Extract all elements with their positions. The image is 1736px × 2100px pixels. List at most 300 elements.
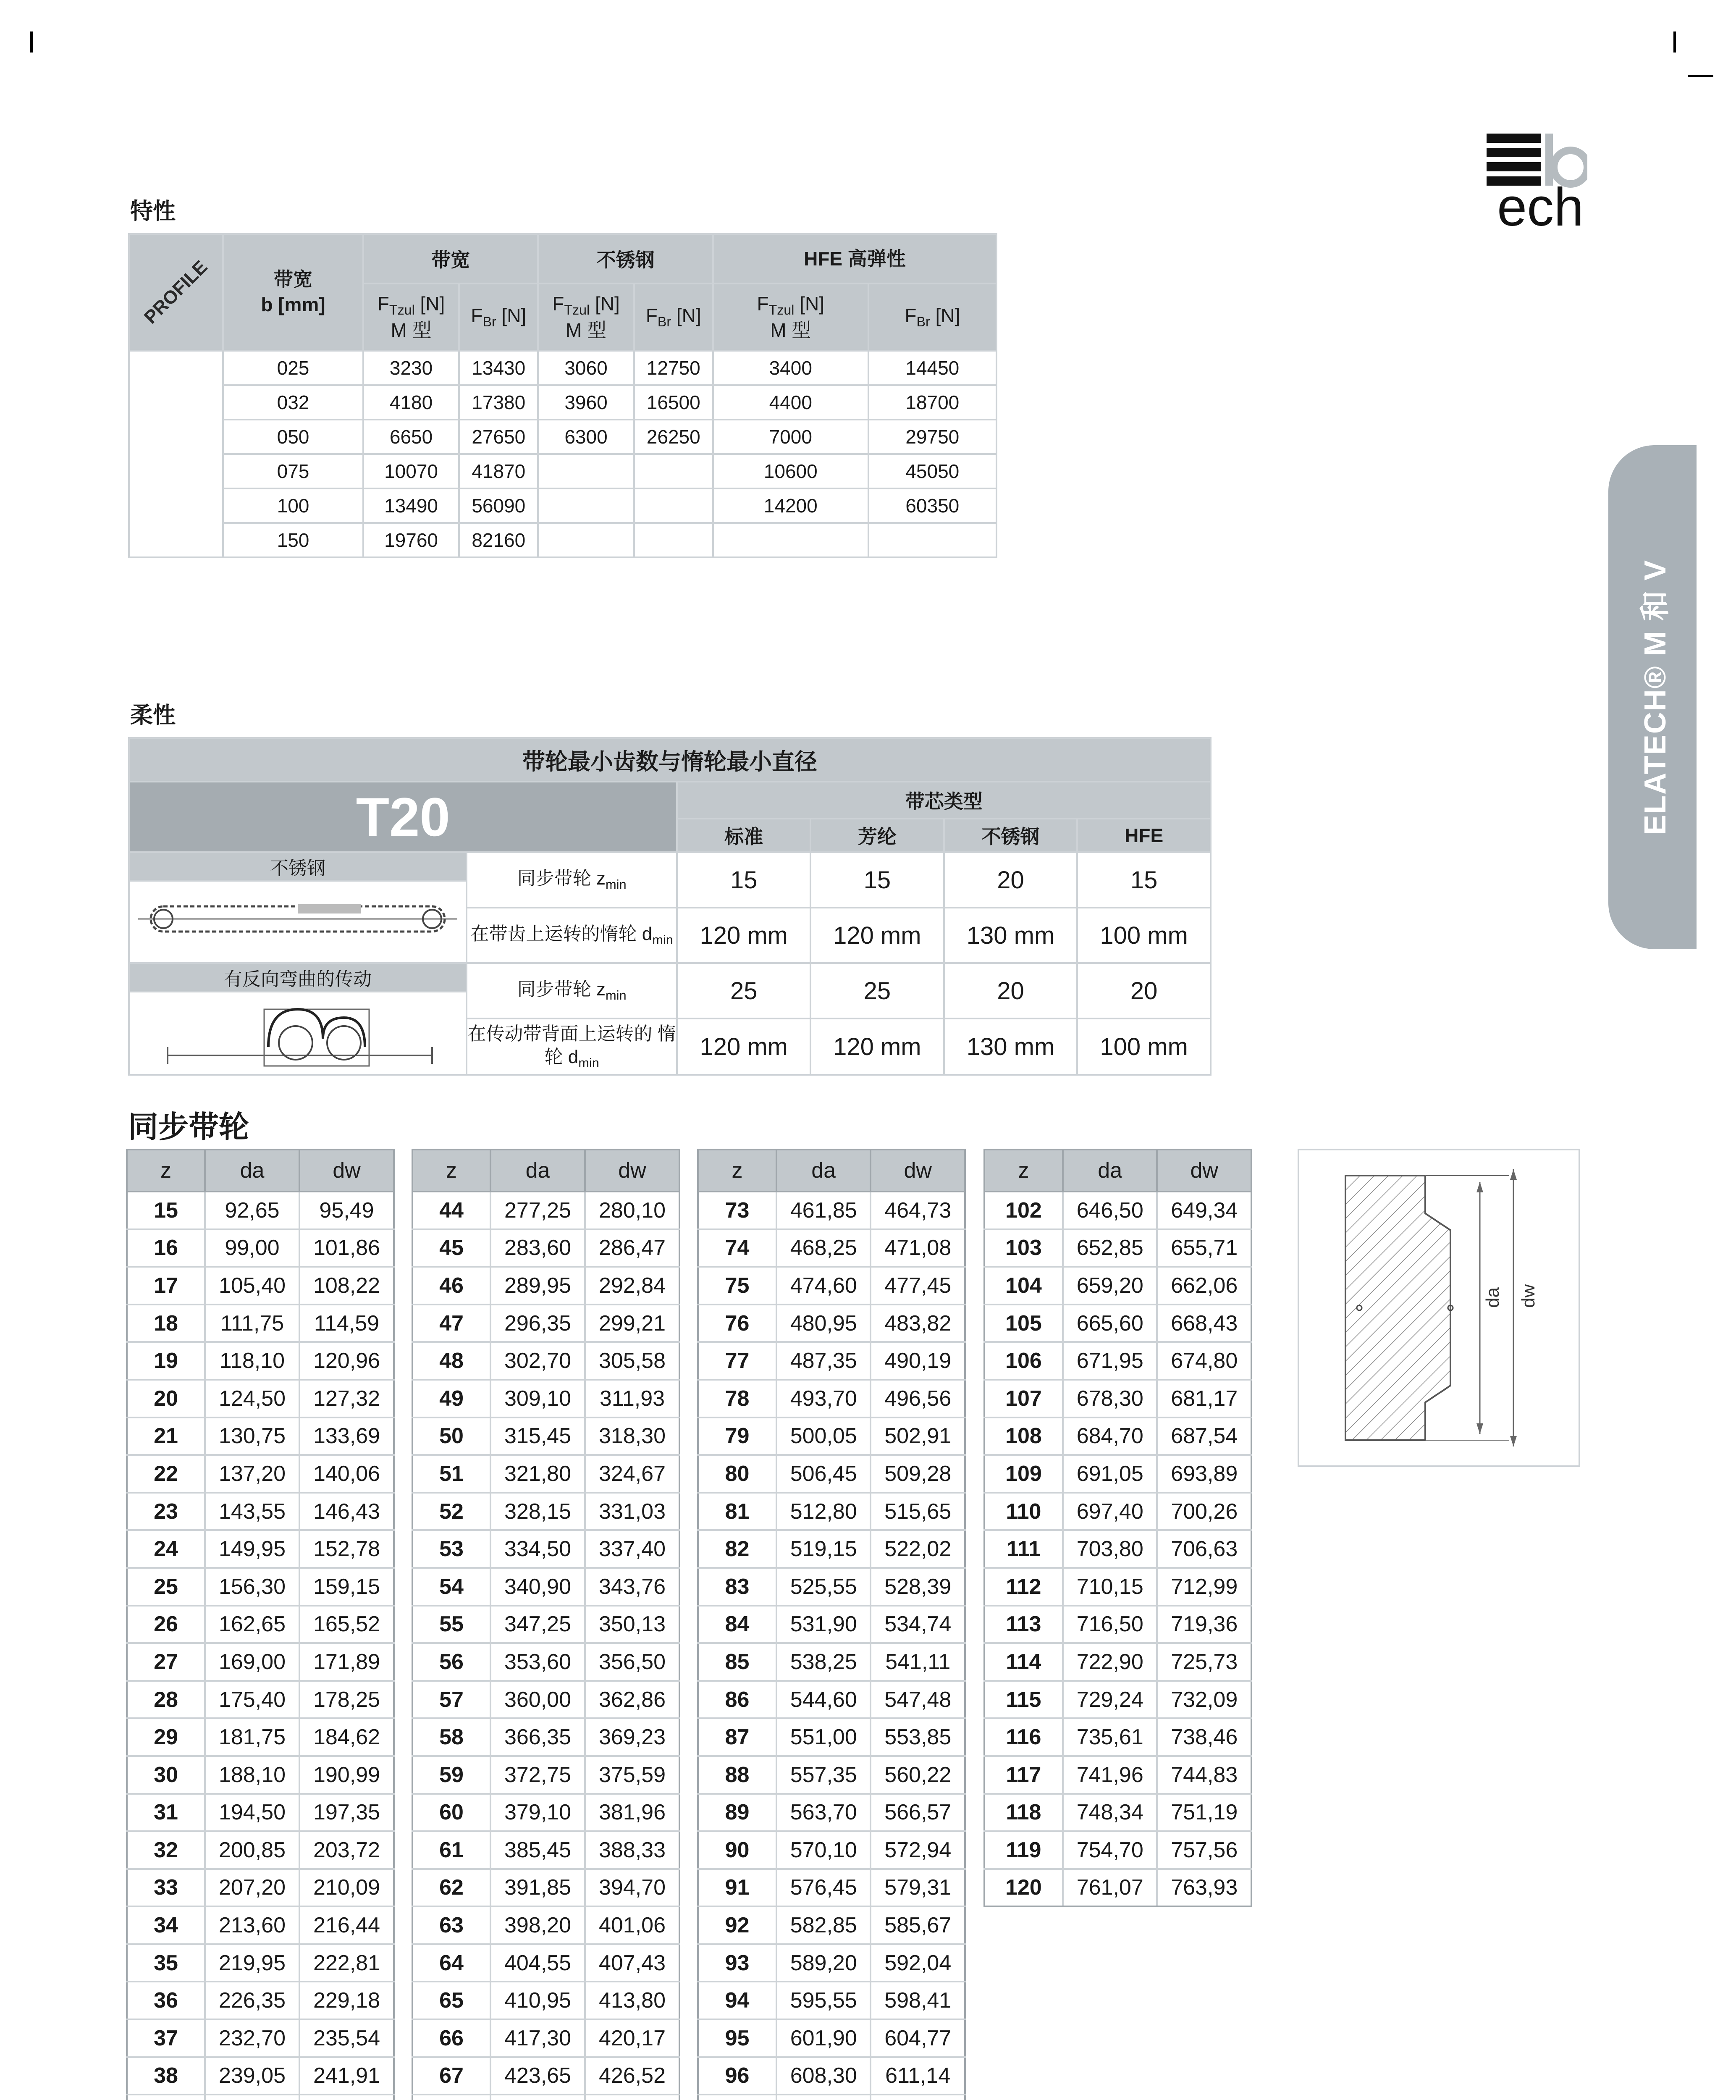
dw-cell: 579,31 <box>871 1869 965 1907</box>
table-cell: 3060 <box>538 351 634 385</box>
da-cell: 525,55 <box>776 1568 871 1606</box>
table-row <box>698 1756 965 1794</box>
table-row <box>412 1982 679 2019</box>
dw-cell: 216,44 <box>299 1906 394 1944</box>
dw-cell: 197,35 <box>299 1794 394 1832</box>
dw-cell: 108,22 <box>299 1267 394 1305</box>
dw-cell: 763,93 <box>1157 1869 1251 1907</box>
value-cell: 120 mm <box>677 1018 810 1075</box>
group-header: 不锈钢 <box>538 234 713 284</box>
da-cell: 519,15 <box>776 1530 871 1568</box>
table-cell: 13430 <box>459 351 538 385</box>
z-cell: 88 <box>698 1756 776 1794</box>
table-row <box>412 1831 679 1869</box>
table-row <box>984 1342 1251 1380</box>
table-row <box>984 1831 1251 1869</box>
da-cell <box>205 2095 299 2100</box>
table-row <box>984 1267 1251 1305</box>
z-cell: 89 <box>698 1794 776 1832</box>
z-cell: 21 <box>127 1418 205 1455</box>
da-cell: 582,85 <box>776 1906 871 1944</box>
dw-cell: 477,45 <box>871 1267 965 1305</box>
table-row <box>412 1455 679 1493</box>
reverse-bend-label: 有反向弯曲的传动 <box>129 963 467 992</box>
z-cell: 22 <box>127 1455 205 1493</box>
dw-cell: 541,11 <box>871 1643 965 1681</box>
table-row <box>984 1794 1251 1832</box>
dw-cell: 324,67 <box>585 1455 679 1493</box>
table-cell <box>538 454 634 488</box>
table-row <box>127 1530 394 1568</box>
table-row <box>127 1342 394 1380</box>
z-cell: 27 <box>127 1643 205 1681</box>
table-cell: 56090 <box>459 488 538 523</box>
dw-cell: 592,04 <box>871 1944 965 1982</box>
table-row <box>698 1681 965 1719</box>
crop-mark <box>1673 32 1676 52</box>
table-cell <box>634 523 713 557</box>
table-cell: 29750 <box>868 420 996 454</box>
z-cell: 59 <box>412 1756 490 1794</box>
table-row <box>698 1229 965 1267</box>
table-row <box>127 1681 394 1719</box>
da-cell: 398,20 <box>490 1906 585 1944</box>
z-cell: 30 <box>127 1756 205 1794</box>
table-cell: 41870 <box>459 454 538 488</box>
table-row <box>984 1568 1251 1606</box>
table-cell <box>868 523 996 557</box>
z-cell: 118 <box>984 1794 1063 1832</box>
da-cell: 118,10 <box>205 1342 299 1380</box>
z-cell: 44 <box>412 1192 490 1229</box>
z-cell: 61 <box>412 1831 490 1869</box>
ftzul-header: $F_{Tzul}$ [N] M 型 <box>713 284 868 351</box>
z-cell: 16 <box>127 1229 205 1267</box>
table-row <box>412 1606 679 1643</box>
table-row <box>984 1418 1251 1455</box>
table-row <box>412 1718 679 1756</box>
z-cell: 91 <box>698 1869 776 1907</box>
table-cell: 18700 <box>868 385 996 420</box>
table-row <box>698 1718 965 1756</box>
pulley-table <box>697 1149 966 2100</box>
dw-cell: 286,47 <box>585 1229 679 1267</box>
table-cell: 60350 <box>868 488 996 523</box>
z-cell: 107 <box>984 1380 1063 1418</box>
da-cell: 563,70 <box>776 1794 871 1832</box>
dw-cell <box>299 2095 394 2100</box>
table-row <box>129 420 996 454</box>
table-row <box>412 1530 679 1568</box>
dw-cell: 229,18 <box>299 1982 394 2019</box>
da-cell: 334,50 <box>490 1530 585 1568</box>
z-cell: 19 <box>127 1342 205 1380</box>
z-cell: 93 <box>698 1944 776 1982</box>
table-row <box>127 1493 394 1530</box>
dw-cell: 693,89 <box>1157 1455 1251 1493</box>
da-cell: 741,96 <box>1063 1756 1157 1794</box>
column-header: dw <box>299 1150 394 1192</box>
table-row <box>127 1455 394 1493</box>
dw-cell: 483,82 <box>871 1305 965 1342</box>
dw-cell: 522,02 <box>871 1530 965 1568</box>
z-cell: 79 <box>698 1418 776 1455</box>
da-cell: 684,70 <box>1063 1418 1157 1455</box>
dw-cell: 757,56 <box>1157 1831 1251 1869</box>
section-heading-pulleys: 同步带轮 <box>128 1110 249 1144</box>
dw-cell: 751,19 <box>1157 1794 1251 1832</box>
z-cell: 62 <box>412 1869 490 1907</box>
dw-cell: 203,72 <box>299 1831 394 1869</box>
da-cell: 302,70 <box>490 1342 585 1380</box>
value-cell: 25 <box>810 963 944 1018</box>
profile-header: PROFILE <box>129 234 223 351</box>
dw-cell: 337,40 <box>585 1530 679 1568</box>
da-cell: 321,80 <box>490 1455 585 1493</box>
group-header: 带宽 <box>363 234 538 284</box>
z-cell: 111 <box>984 1530 1063 1568</box>
dw-cell: 375,59 <box>585 1756 679 1794</box>
z-cell: 26 <box>127 1606 205 1643</box>
dw-cell: 598,41 <box>871 1982 965 2019</box>
z-cell: 20 <box>127 1380 205 1418</box>
table-row <box>698 1380 965 1418</box>
value-cell: 20 <box>944 963 1078 1018</box>
table-cell: 14450 <box>868 351 996 385</box>
z-cell: 46 <box>412 1267 490 1305</box>
da-cell: 691,05 <box>1063 1455 1157 1493</box>
z-cell: 53 <box>412 1530 490 1568</box>
da-cell: 538,25 <box>776 1643 871 1681</box>
table-row <box>127 1831 394 1869</box>
da-cell: 194,50 <box>205 1794 299 1832</box>
column-header: dw <box>871 1150 965 1192</box>
da-cell: 646,50 <box>1063 1192 1157 1229</box>
dw-cell: 464,73 <box>871 1192 965 1229</box>
dw-cell: 292,84 <box>585 1267 679 1305</box>
dw-cell: 534,74 <box>871 1606 965 1643</box>
belt-diagram-straight <box>129 881 467 963</box>
da-cell: 512,80 <box>776 1493 871 1530</box>
table-cell: 4180 <box>363 385 459 420</box>
z-cell: 80 <box>698 1455 776 1493</box>
da-cell: 340,90 <box>490 1568 585 1606</box>
table-row <box>984 1718 1251 1756</box>
table-cell: 45050 <box>868 454 996 488</box>
z-cell: 60 <box>412 1794 490 1832</box>
table-row <box>412 1794 679 1832</box>
z-cell: 104 <box>984 1267 1063 1305</box>
da-cell: 729,24 <box>1063 1681 1157 1719</box>
dw-cell: 178,25 <box>299 1681 394 1719</box>
table-row <box>127 1794 394 1832</box>
da-cell: 347,25 <box>490 1606 585 1643</box>
table-row <box>984 1530 1251 1568</box>
table-row <box>698 1305 965 1342</box>
z-cell: 24 <box>127 1530 205 1568</box>
column-header: dw <box>585 1150 679 1192</box>
dw-cell: 553,85 <box>871 1718 965 1756</box>
table-row <box>412 1305 679 1342</box>
dw-cell: 127,32 <box>299 1380 394 1418</box>
da-cell: 366,35 <box>490 1718 585 1756</box>
da-cell: 551,00 <box>776 1718 871 1756</box>
dw-cell: 152,78 <box>299 1530 394 1568</box>
crop-mark <box>30 32 33 52</box>
table-row <box>412 1493 679 1530</box>
table-row <box>984 1493 1251 1530</box>
table-row <box>698 1869 965 1907</box>
z-cell: 37 <box>127 2019 205 2057</box>
dw-cell: 566,57 <box>871 1794 965 1832</box>
da-cell: 474,60 <box>776 1267 871 1305</box>
z-cell: 23 <box>127 1493 205 1530</box>
table-row <box>127 1906 394 1944</box>
value-cell: 100 mm <box>1077 1018 1211 1075</box>
core-type-header: 带芯类型 <box>677 782 1211 819</box>
z-cell: 83 <box>698 1568 776 1606</box>
z-cell: 87 <box>698 1718 776 1756</box>
da-cell: 175,40 <box>205 1681 299 1719</box>
z-cell: 109 <box>984 1455 1063 1493</box>
group-header: HFE 高弹性 <box>713 234 996 284</box>
table-cell: 3400 <box>713 351 868 385</box>
da-cell: 181,75 <box>205 1718 299 1756</box>
z-cell: 15 <box>127 1192 205 1229</box>
table-row <box>127 1267 394 1305</box>
dw-cell <box>871 2095 965 2100</box>
row-label: 在带齿上运转的惰轮 $d_{min}$ <box>467 908 677 963</box>
dw-cell: 114,59 <box>299 1305 394 1342</box>
dw-cell: 738,46 <box>1157 1718 1251 1756</box>
table-cell: 27650 <box>459 420 538 454</box>
table-cell: 10070 <box>363 454 459 488</box>
pulley-diagram <box>1298 1149 1580 1467</box>
dw-cell: 133,69 <box>299 1418 394 1455</box>
dw-cell: 502,91 <box>871 1418 965 1455</box>
table-row <box>127 1756 394 1794</box>
da-cell: 156,30 <box>205 1568 299 1606</box>
da-cell: 722,90 <box>1063 1643 1157 1681</box>
table-cell <box>713 523 868 557</box>
table-row <box>412 1192 679 1229</box>
z-cell: 117 <box>984 1756 1063 1794</box>
dw-cell <box>585 2095 679 2100</box>
z-cell: 28 <box>127 1681 205 1719</box>
table-row <box>412 1643 679 1681</box>
column-header: z <box>984 1150 1063 1192</box>
z-cell: 67 <box>412 2057 490 2095</box>
dw-cell: 165,52 <box>299 1606 394 1643</box>
dw-cell: 732,09 <box>1157 1681 1251 1719</box>
dw-cell: 515,65 <box>871 1493 965 1530</box>
z-cell: 35 <box>127 1944 205 1982</box>
column-header: dw <box>1157 1150 1251 1192</box>
z-cell: 106 <box>984 1342 1063 1380</box>
z-cell: 96 <box>698 2057 776 2095</box>
table-cell: 10600 <box>713 454 868 488</box>
da-cell: 226,35 <box>205 1982 299 2019</box>
da-cell: 710,15 <box>1063 1568 1157 1606</box>
table-cell: 150 <box>223 523 363 557</box>
column-header: z <box>698 1150 776 1192</box>
table-row <box>984 1305 1251 1342</box>
dw-cell: 369,23 <box>585 1718 679 1756</box>
table-cell: 4400 <box>713 385 868 420</box>
profile-label: T20 <box>129 351 223 557</box>
z-cell: 90 <box>698 1831 776 1869</box>
z-cell: 34 <box>127 1906 205 1944</box>
dw-cell: 356,50 <box>585 1643 679 1681</box>
z-cell: 110 <box>984 1493 1063 1530</box>
table-cell: 032 <box>223 385 363 420</box>
z-cell: 113 <box>984 1606 1063 1643</box>
da-cell: 379,10 <box>490 1794 585 1832</box>
belt-width-header: 带宽 b [mm] <box>223 234 363 351</box>
table-row <box>698 1982 965 2019</box>
table-cell: 17380 <box>459 385 538 420</box>
column-header: z <box>127 1150 205 1192</box>
z-cell: 105 <box>984 1305 1063 1342</box>
column-header: da <box>490 1150 585 1192</box>
z-cell: 17 <box>127 1267 205 1305</box>
table-cell: 13490 <box>363 488 459 523</box>
column-header: z <box>412 1150 490 1192</box>
table-row <box>127 1643 394 1681</box>
dw-cell: 362,86 <box>585 1681 679 1719</box>
table-row <box>127 1568 394 1606</box>
dw-cell: 490,19 <box>871 1342 965 1380</box>
table-row <box>698 1906 965 1944</box>
table-cell: 14200 <box>713 488 868 523</box>
da-cell: 468,25 <box>776 1229 871 1267</box>
properties-table <box>128 233 997 558</box>
table-row <box>698 2057 965 2095</box>
da-cell: 461,85 <box>776 1192 871 1229</box>
table-row <box>412 1380 679 1418</box>
da-cell: 391,85 <box>490 1869 585 1907</box>
da-cell: 143,55 <box>205 1493 299 1530</box>
da-cell: 404,55 <box>490 1944 585 1982</box>
dw-label: dw <box>1518 1284 1539 1308</box>
da-cell: 595,55 <box>776 1982 871 2019</box>
table-row <box>412 1869 679 1907</box>
da-cell: 697,40 <box>1063 1493 1157 1530</box>
dw-cell: 394,70 <box>585 1869 679 1907</box>
z-cell: 31 <box>127 1794 205 1832</box>
z-cell: 92 <box>698 1906 776 1944</box>
da-cell: 149,95 <box>205 1530 299 1568</box>
logo-text: ech <box>1497 177 1584 237</box>
da-cell: 188,10 <box>205 1756 299 1794</box>
table-row <box>127 1229 394 1267</box>
z-cell: 102 <box>984 1192 1063 1229</box>
value-cell: 120 mm <box>810 908 944 963</box>
z-cell: 51 <box>412 1455 490 1493</box>
da-cell: 570,10 <box>776 1831 871 1869</box>
da-cell: 417,30 <box>490 2019 585 2057</box>
table-row <box>698 1342 965 1380</box>
z-cell: 108 <box>984 1418 1063 1455</box>
da-cell: 703,80 <box>1063 1530 1157 1568</box>
z-cell: 78 <box>698 1380 776 1418</box>
dw-cell: 241,91 <box>299 2057 394 2095</box>
da-cell: 137,20 <box>205 1455 299 1493</box>
z-cell: 52 <box>412 1493 490 1530</box>
dw-cell: 687,54 <box>1157 1418 1251 1455</box>
da-cell: 92,65 <box>205 1192 299 1229</box>
z-cell: 54 <box>412 1568 490 1606</box>
core-hfe: HFE <box>1077 819 1211 852</box>
dw-cell: 343,76 <box>585 1568 679 1606</box>
table-row <box>412 1681 679 1719</box>
table-row <box>127 2057 394 2095</box>
table-row <box>412 1756 679 1794</box>
da-cell: 207,20 <box>205 1869 299 1907</box>
table-row <box>984 1606 1251 1643</box>
dw-cell: 331,03 <box>585 1493 679 1530</box>
table-row <box>412 1906 679 1944</box>
dw-cell: 171,89 <box>299 1643 394 1681</box>
z-cell: 55 <box>412 1606 490 1643</box>
table-row <box>698 1530 965 1568</box>
dw-cell: 585,67 <box>871 1906 965 1944</box>
da-cell: 678,30 <box>1063 1380 1157 1418</box>
da-cell: 671,95 <box>1063 1342 1157 1380</box>
column-header: da <box>1063 1150 1157 1192</box>
dw-cell: 668,43 <box>1157 1305 1251 1342</box>
table-row <box>412 1229 679 1267</box>
pulley-table <box>983 1149 1252 1907</box>
da-cell: 601,90 <box>776 2019 871 2057</box>
value-cell: 20 <box>1077 963 1211 1018</box>
table-row <box>129 385 996 420</box>
table-row <box>129 454 996 488</box>
dw-cell: 560,22 <box>871 1756 965 1794</box>
table-row <box>127 1606 394 1643</box>
z-cell: 75 <box>698 1267 776 1305</box>
table-row <box>412 2095 679 2100</box>
fbr-header: $F_{Br}$ [N] <box>634 284 713 351</box>
dw-cell: 140,06 <box>299 1455 394 1493</box>
z-cell <box>698 2095 776 2100</box>
da-cell: 480,95 <box>776 1305 871 1342</box>
da-cell: 557,35 <box>776 1756 871 1794</box>
da-cell: 748,34 <box>1063 1794 1157 1832</box>
fbr-header: $F_{Br}$ [N] <box>459 284 538 351</box>
value-cell: 25 <box>677 963 810 1018</box>
pulley-table <box>412 1149 680 2100</box>
profile-label: T20 <box>129 782 677 852</box>
pulley-table <box>126 1149 395 2100</box>
z-cell: 94 <box>698 1982 776 2019</box>
da-cell: 200,85 <box>205 1831 299 1869</box>
table-row <box>127 1869 394 1907</box>
dw-cell: 681,17 <box>1157 1380 1251 1418</box>
side-tab <box>1608 445 1697 949</box>
table-row <box>698 1944 965 1982</box>
table-row <box>127 1718 394 1756</box>
value-cell: 15 <box>1077 852 1211 908</box>
table-row <box>698 1643 965 1681</box>
dw-cell: 401,06 <box>585 1906 679 1944</box>
da-cell: 309,10 <box>490 1380 585 1418</box>
fbr-header: $F_{Br}$ [N] <box>868 284 996 351</box>
z-cell: 50 <box>412 1418 490 1455</box>
table-row <box>698 2019 965 2057</box>
z-cell <box>412 2095 490 2100</box>
z-cell: 85 <box>698 1643 776 1681</box>
